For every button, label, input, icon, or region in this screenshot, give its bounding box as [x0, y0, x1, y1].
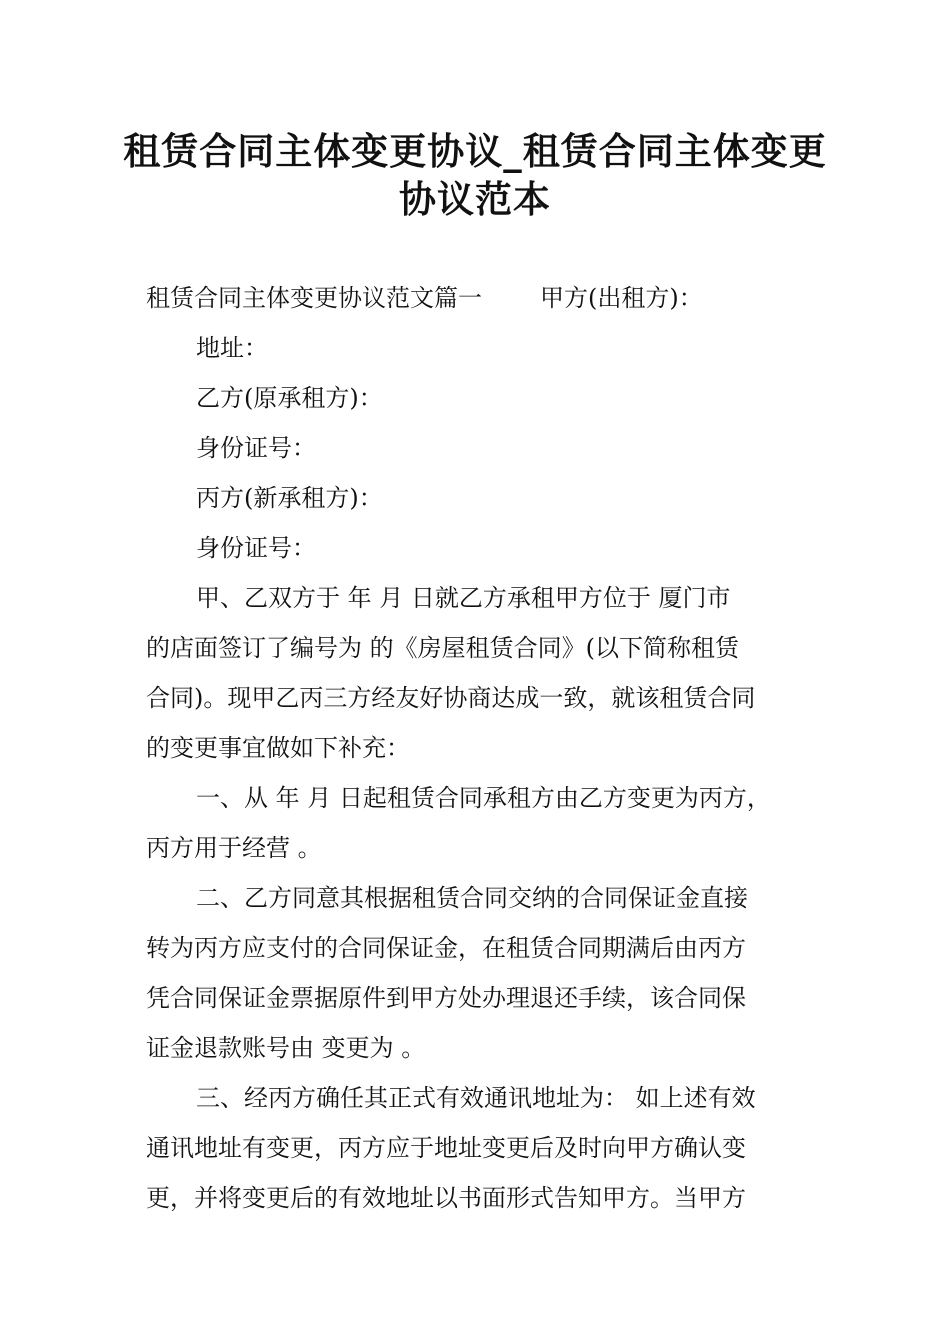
body-line: 一、从 年 月 日起租赁合同承租方由乙方变更为丙方， — [196, 784, 771, 812]
body-line: 的店面签订了编号为 的《房屋租赁合同》(以下简称租赁 — [146, 634, 739, 662]
section-heading — [146, 280, 703, 316]
body-line: 的变更事宜做如下补充： — [146, 734, 410, 762]
body-line: 三、经丙方确任其正式有效通讯地址为： 如上述有效 — [196, 1084, 756, 1112]
field-party-c-id: 身份证号： — [196, 534, 316, 562]
document-title-line-1: 租赁合同主体变更协议_租赁合同主体变更 — [123, 130, 827, 173]
field-party-b-id: 身份证号： — [196, 434, 316, 462]
document-title-line-2: 协议范本 — [399, 178, 551, 221]
body-line: 甲、乙双方于 年 月 日就乙方承租甲方位于 厦门市 — [196, 584, 731, 612]
body-line: 合同)。现甲乙丙三方经友好协商达成一致，就该租赁合同 — [146, 684, 756, 712]
field-party-b: 乙方(原承租方)： — [196, 384, 383, 412]
body-line: 凭合同保证金票据原件到甲方处办理退还手续，该合同保 — [146, 984, 746, 1012]
party-a-label: 甲方(出租方)： — [540, 284, 703, 312]
section-heading-title: 租赁合同主体变更协议范文篇一 — [146, 284, 482, 312]
body-line: 通讯地址有变更，丙方应于地址变更后及时向甲方确认变 — [146, 1134, 746, 1162]
body-line: 转为丙方应支付的合同保证金，在租赁合同期满后由丙方 — [146, 934, 746, 962]
body-line: 丙方用于经营 。 — [146, 834, 322, 862]
field-address: 地址： — [196, 334, 268, 362]
body-line: 更，并将变更后的有效地址以书面形式告知甲方。当甲方 — [146, 1184, 746, 1212]
body-line: 二、乙方同意其根据租赁合同交纳的合同保证金直接 — [196, 884, 748, 912]
field-party-c: 丙方(新承租方)： — [196, 484, 383, 512]
body-line: 证金退款账号由 变更为 。 — [146, 1034, 426, 1062]
